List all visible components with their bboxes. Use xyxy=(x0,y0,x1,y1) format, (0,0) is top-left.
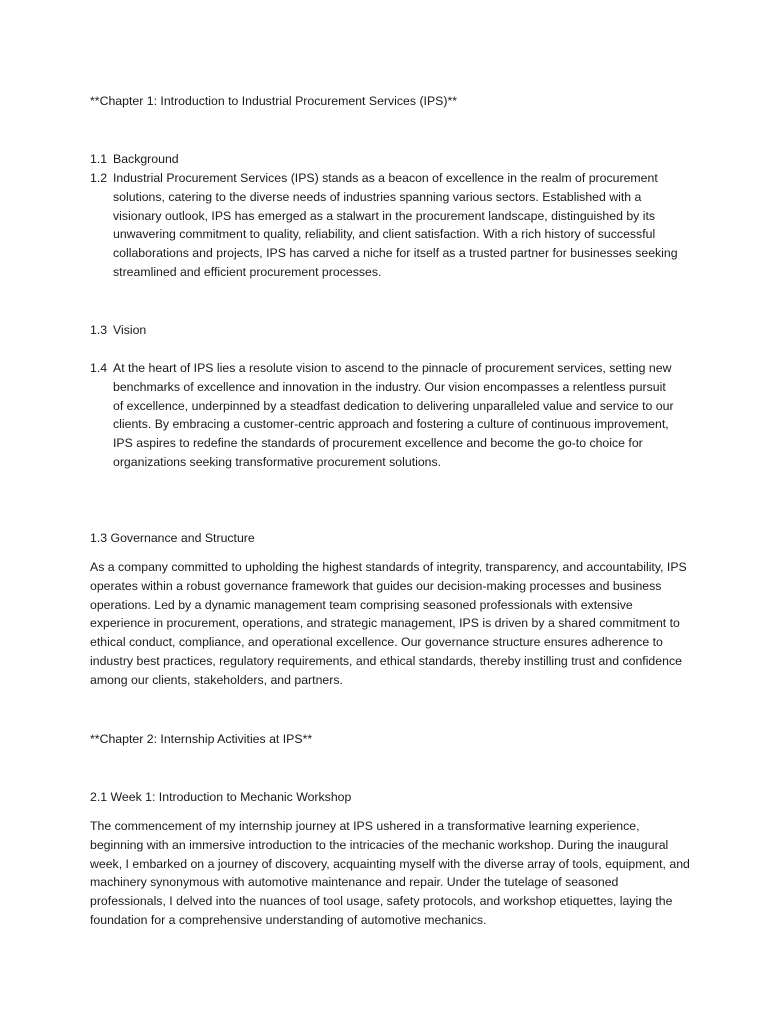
vision-paragraph: At the heart of IPS lies a resolute vision to ascend to the pinnacle of procurement services, setting new benchmarks of excellence and innovation in the industry. Our vision encompasses a relentless pursuit of excellence, underpinned by a steadfast dedication to delivering unparalleled value and service to our clients. By embracing a customer-centric approach and fostering a culture of continuous improvement, IPS aspires to redefine the standards of procurement excellence and become the go-to choice for organizations seeking transformative procurement solutions. xyxy=(113,361,674,469)
governance-heading: 1.3 Governance and Structure xyxy=(90,531,255,545)
week-1-heading: 2.1 Week 1: Introduction to Mechanic Workshop xyxy=(90,790,352,804)
list-item-number: 1.2 xyxy=(90,171,108,185)
list-item-1-1 xyxy=(90,150,690,169)
week-1-paragraph: The commencement of my internship journey at IPS ushered in a transformative learning experience, beginning with an immersive introduction to the intricacies of the mechanic workshop. During the inaugural week, I embarked on a journey of discovery, acquainting myself with the diverse array of tools, equipment, and machinery synonymous with automotive maintenance and repair. Under the tutelage of seasoned professionals, I delved into the nuances of tool usage, safety protocols, and workshop etiquettes, laying the foundation for a comprehensive understanding of automotive mechanics. xyxy=(90,819,690,927)
list-item-number: 1.3 xyxy=(90,323,108,337)
chapter-2-heading: **Chapter 2: Internship Activities at IPS** xyxy=(90,732,313,746)
background-paragraph: Industrial Procurement Services (IPS) stands as a beacon of excellence in the realm of procurement solutions, catering to the diverse needs of industries spanning various sectors. Established with a visionary outlook, IPS has emerged as a stalwart in the procurement landscape, distinguished by its unwavering commitment to quality, reliability, and client satisfaction. With a rich history of successful collaborations and projects, IPS has carved a niche for itself as a trusted partner for businesses seeking streamlined and efficient procurement processes. xyxy=(113,171,678,279)
chapter-1-heading: **Chapter 1: Introduction to Industrial Procurement Services (IPS)** xyxy=(90,94,458,108)
background-heading: Background xyxy=(113,152,179,166)
list-item-number: 1.1 xyxy=(90,152,108,166)
governance-paragraph: As a company committed to upholding the highest standards of integrity, transparency, and accountability, IPS operates within a robust governance framework that guides our decision-making processes and business operations. Led by a dynamic management team comprising seasoned professionals with extensive experience in procurement, operations, and strategic management, IPS is driven by a shared commitment to ethical conduct, compliance, and operational excellence. Our governance structure ensures adherence to industry best practices, regulatory requirements, and ethical standards, thereby instilling trust and confidence among our clients, stakeholders, and partners. xyxy=(90,560,687,687)
list-item-1-3 xyxy=(90,321,690,340)
vision-heading: Vision xyxy=(113,323,147,337)
list-item-number: 1.4 xyxy=(90,361,108,375)
list-item-1-2 xyxy=(90,169,690,282)
list-item-1-4 xyxy=(90,359,690,472)
